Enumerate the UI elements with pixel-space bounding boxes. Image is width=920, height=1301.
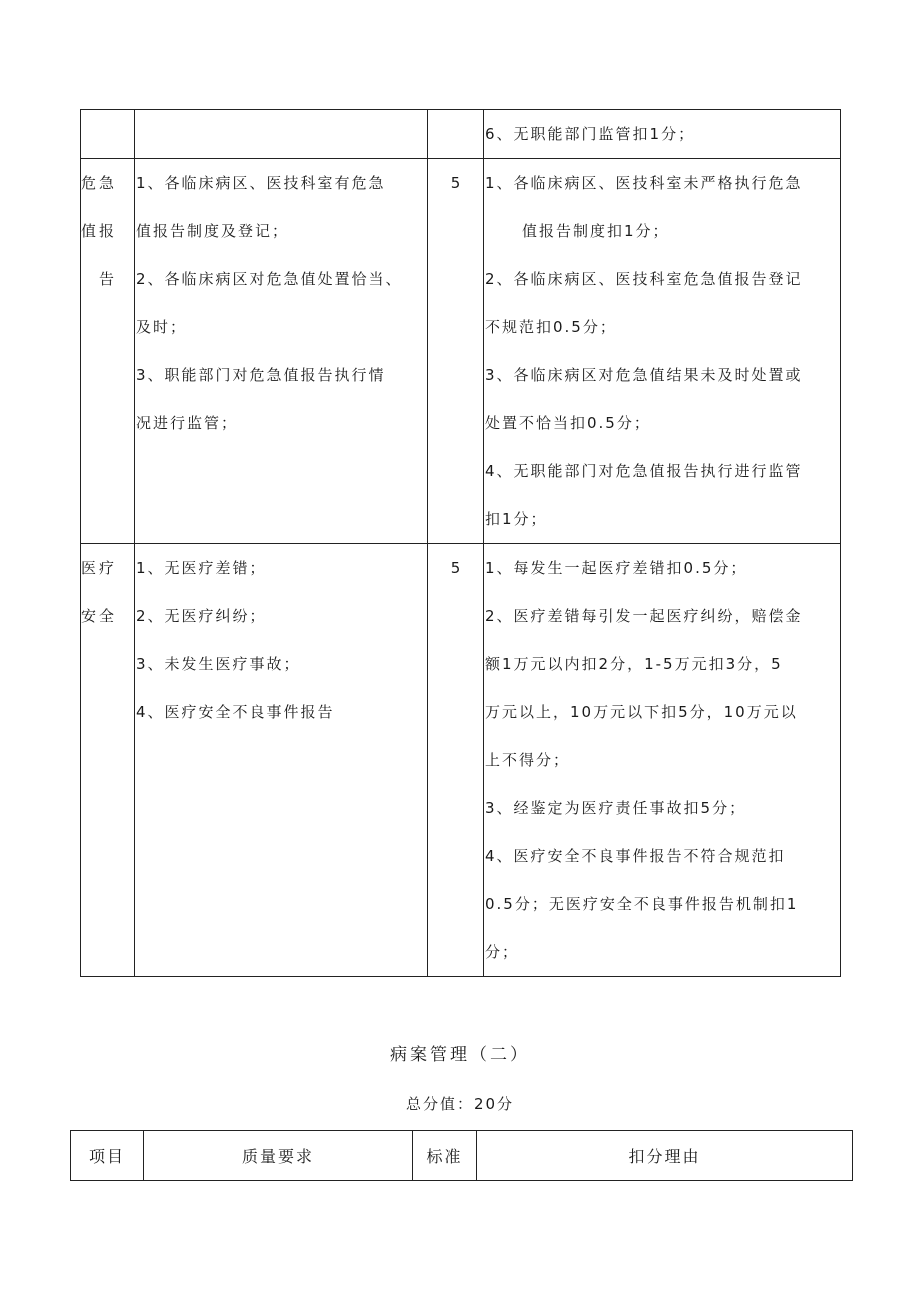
total-score: 总分值：20分 bbox=[405, 1095, 515, 1113]
requirement-line: 2、无医疗纠纷； bbox=[136, 607, 267, 625]
deduction-line: 分； bbox=[485, 943, 520, 961]
requirement-line: 3、未发生医疗事故； bbox=[136, 655, 301, 673]
item-line: 值报 bbox=[81, 222, 118, 240]
item-line bbox=[81, 110, 134, 158]
deduction-line: 4、医疗安全不良事件报告不符合规范扣 bbox=[485, 847, 786, 865]
deduction-line: 6、无职能部门监管扣1分； bbox=[485, 125, 696, 143]
deduction-line: 值报告制度扣1分； bbox=[522, 222, 670, 240]
requirement-line: 1、各临床病区、医技科室有危急 bbox=[136, 174, 386, 192]
deduction-line: 万元以上，10万元以下扣5分，10万元以 bbox=[485, 703, 798, 721]
deduction-line: 0.5分；无医疗安全不良事件报告机制扣1 bbox=[485, 895, 799, 913]
requirement-cell bbox=[135, 544, 428, 977]
header-standard: 标准 bbox=[413, 1131, 477, 1181]
table-row-critical-value bbox=[81, 159, 841, 544]
deduction-cell bbox=[484, 110, 841, 159]
score-cell bbox=[428, 110, 484, 159]
deduction-line: 不规范扣0.5分； bbox=[485, 318, 617, 336]
requirement-line: 及时； bbox=[136, 318, 188, 336]
requirement-cell bbox=[135, 159, 428, 544]
item-line: 医疗 bbox=[81, 559, 118, 577]
deduction-line: 处置不恰当扣0.5分； bbox=[485, 414, 651, 432]
score-cell: 5 bbox=[428, 544, 484, 977]
requirement-line: 4、医疗安全不良事件报告 bbox=[136, 703, 335, 721]
requirement-line: 1、无医疗差错； bbox=[136, 559, 267, 577]
header-deduction-reason: 扣分理由 bbox=[477, 1131, 853, 1181]
deduction-cell bbox=[484, 159, 841, 544]
deduction-line: 扣1分； bbox=[485, 510, 548, 528]
requirement-line: 值报告制度及登记； bbox=[136, 222, 290, 240]
deduction-line: 4、无职能部门对危急值报告执行进行监管 bbox=[485, 462, 803, 480]
header-requirement: 质量要求 bbox=[144, 1131, 413, 1181]
item-line: 危急 bbox=[81, 174, 118, 192]
score-cell: 5 bbox=[428, 159, 484, 544]
deduction-line: 2、医疗差错每引发一起医疗纠纷，赔偿金 bbox=[485, 607, 803, 625]
deduction-cell bbox=[484, 544, 841, 977]
header-table bbox=[70, 1130, 853, 1181]
deduction-line: 3、各临床病区对危急值结果未及时处置或 bbox=[485, 366, 803, 384]
deduction-line: 额1万元以内扣2分，1-5万元扣3分，5 bbox=[485, 655, 783, 673]
requirement-line: 况进行监管； bbox=[136, 414, 239, 432]
deduction-line: 1、每发生一起医疗差错扣0.5分； bbox=[485, 559, 748, 577]
header-item: 项目 bbox=[71, 1131, 144, 1181]
scoring-table bbox=[80, 109, 841, 977]
table-header-row bbox=[71, 1131, 853, 1181]
item-cell bbox=[81, 159, 135, 544]
item-line: 安全 bbox=[81, 607, 118, 625]
item-cell bbox=[81, 110, 135, 159]
deduction-line: 1、各临床病区、医技科室未严格执行危急 bbox=[485, 174, 803, 192]
deduction-line: 2、各临床病区、医技科室危急值报告登记 bbox=[485, 270, 803, 288]
requirement-line: 3、职能部门对危急值报告执行情 bbox=[136, 366, 386, 384]
deduction-line: 3、经鉴定为医疗责任事故扣5分； bbox=[485, 799, 747, 817]
item-cell bbox=[81, 544, 135, 977]
deduction-line: 上不得分； bbox=[485, 751, 571, 769]
section-title: 病案管理（二） bbox=[390, 1045, 530, 1065]
table-row-medical-safety bbox=[81, 544, 841, 977]
requirement-line: 2、各临床病区对危急值处置恰当、 bbox=[136, 270, 403, 288]
requirement-cell bbox=[135, 110, 428, 159]
table-row-continued bbox=[81, 110, 841, 159]
item-line: 告 bbox=[99, 270, 118, 288]
